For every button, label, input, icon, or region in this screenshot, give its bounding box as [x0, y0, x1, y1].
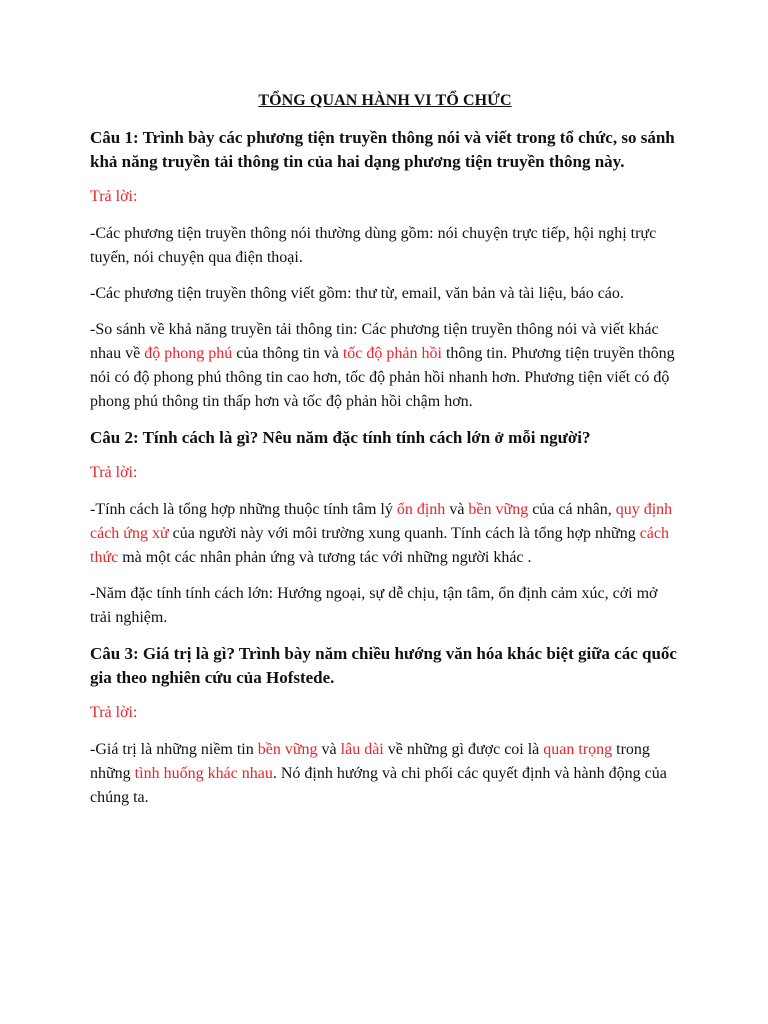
text-run: thông tin. Phương tiện truyền thông nói có độ phong phú thông tin cao hơn, tốc độ phản hồi nhanh hơn. Phương tiện viết có độ phong phú thông tin thấp hơn và tốc độ phản hồi chậm hơn.	[90, 345, 675, 410]
text-run: và	[445, 501, 469, 518]
text-run: của cá nhân,	[528, 501, 616, 518]
text-run: -So sánh về khả năng truyền tải thông tin: Các phương tiện truyền thông nói và viết khác nhau về	[90, 321, 659, 362]
highlight-phrase: tốc độ phản hồi	[342, 345, 442, 362]
highlight-phrase: bền vững	[257, 741, 318, 758]
text-run: -Tính cách là tổng hợp những thuộc tính tâm lý	[90, 501, 397, 518]
highlight-phrase: cách thức	[90, 525, 670, 566]
text-run: về những gì được coi là	[383, 741, 544, 758]
highlight-phrase: tình huống khác nhau	[134, 765, 273, 782]
q1-paragraph-compare	[90, 318, 680, 414]
answer-label-3: Trả lời:	[90, 704, 138, 721]
answer-label-1: Trả lời:	[90, 188, 138, 205]
q3-paragraph-definition	[90, 738, 680, 810]
text-run: trong những	[90, 741, 650, 782]
text-run: của thông tin và	[232, 345, 343, 362]
q2-paragraph-big-five: -Năm đặc tính tính cách lớn: Hướng ngoại, sự dễ chịu, tận tâm, ổn định cảm xúc, cởi mở trải nghiệm.	[90, 585, 658, 626]
answer-label-2: Trả lời:	[90, 464, 138, 481]
page-title: TỔNG QUAN HÀNH VI TỔ CHỨC	[258, 92, 512, 109]
text-run: -Giá trị là những niềm tin	[90, 741, 258, 758]
highlight-phrase: bền vững	[468, 501, 529, 518]
text-run: và	[317, 741, 341, 758]
highlight-phrase: quan trọng	[543, 741, 613, 758]
text-run: mà một các nhân phản ứng và tương tác với những người khác .	[118, 549, 532, 566]
question-3: Câu 3: Giá trị là gì? Trình bày năm chiều hướng văn hóa khác biệt giữa các quốc gia theo nghiên cứu của Hofstede.	[90, 644, 677, 687]
q1-paragraph-oral: -Các phương tiện truyền thông nói thường dùng gồm: nói chuyện trực tiếp, hội nghị trực tuyến, nói chuyện qua điện thoại.	[90, 225, 657, 266]
text-run: của người này với môi trường xung quanh. Tính cách là tổng hợp những	[168, 525, 640, 542]
highlight-phrase: quy định cách ứng xử	[90, 501, 673, 542]
question-2: Câu 2: Tính cách là gì? Nêu năm đặc tính tính cách lớn ở mỗi người?	[90, 428, 591, 447]
q2-paragraph-definition	[90, 498, 680, 570]
highlight-phrase: độ phong phú	[144, 345, 233, 362]
highlight-phrase: ổn định	[396, 501, 446, 518]
q1-paragraph-written: -Các phương tiện truyền thông viết gồm: thư từ, email, văn bản và tài liệu, báo cáo.	[90, 285, 624, 302]
question-1: Câu 1: Trình bày các phương tiện truyền thông nói và viết trong tổ chức, so sánh khả năng truyền tải thông tin của hai dạng phương tiện truyền thông này.	[90, 128, 675, 171]
highlight-phrase: lâu dài	[340, 741, 384, 758]
text-run: . Nó định hướng và chi phối các quyết định và hành động của chúng ta.	[90, 765, 667, 806]
